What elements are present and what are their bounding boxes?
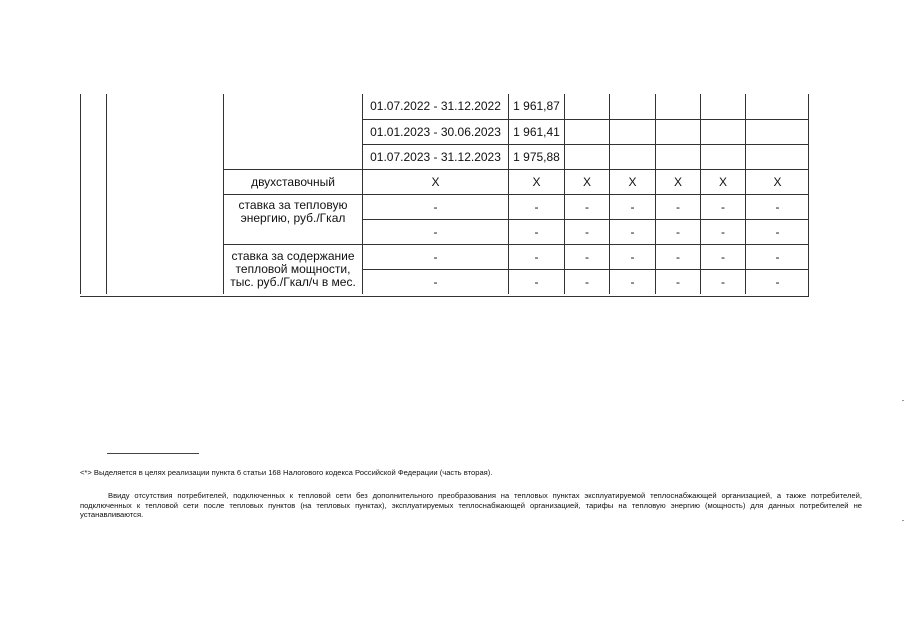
table-cell-consumer-group [106, 94, 223, 294]
period-cell: 01.07.2023 - 31.12.2023 [362, 144, 508, 169]
dash-cell: - [745, 244, 809, 269]
dash-cell: - [745, 219, 809, 244]
period-cell: 01.01.2023 - 30.06.2023 [362, 119, 508, 144]
footnote-vat: <*> Выделяется в целях реализации пункта 6 статьи 168 Налогового кодекса Российской Федерации (часть вторая). [80, 468, 493, 477]
dash-cell: - [564, 244, 609, 269]
x-mark-cell: Х [745, 169, 809, 194]
tariff-value-cell: 1 961,87 [508, 94, 564, 119]
dash-cell: - [655, 244, 700, 269]
two-rate-label: двухставочный [223, 169, 362, 194]
x-mark-cell: Х [655, 169, 700, 194]
dash-cell: - [609, 269, 655, 294]
empty-cell [745, 119, 809, 144]
dash-cell: - [700, 219, 745, 244]
scan-artifact [902, 400, 904, 401]
dash-cell: - [362, 194, 508, 219]
dash-cell: - [700, 194, 745, 219]
table-cell-index [80, 94, 106, 294]
dash-cell: - [609, 219, 655, 244]
x-mark-cell: Х [508, 169, 564, 194]
tariff-value-cell: 1 975,88 [508, 144, 564, 169]
footnote-separator [107, 453, 199, 454]
empty-cell [700, 94, 745, 119]
dash-cell: - [745, 269, 809, 294]
empty-cell [745, 144, 809, 169]
dash-cell: - [655, 219, 700, 244]
empty-cell [609, 94, 655, 119]
dash-cell: - [655, 269, 700, 294]
period-cell: 01.07.2022 - 31.12.2022 [362, 94, 508, 119]
dash-cell: - [700, 269, 745, 294]
dash-cell: - [362, 244, 508, 269]
empty-cell [700, 119, 745, 144]
dash-cell: - [508, 194, 564, 219]
empty-cell [564, 119, 609, 144]
empty-cell [564, 94, 609, 119]
x-mark-cell: Х [700, 169, 745, 194]
x-mark-cell: Х [609, 169, 655, 194]
tariff-value-cell: 1 961,41 [508, 119, 564, 144]
empty-cell [609, 119, 655, 144]
dash-cell: - [609, 194, 655, 219]
dash-cell: - [508, 269, 564, 294]
dash-cell: - [745, 194, 809, 219]
dash-cell: - [564, 269, 609, 294]
capacity-rate-label: ставка за содержание тепловой мощности, тыс. руб./Гкал/ч в мес. [223, 244, 362, 294]
empty-cell [655, 94, 700, 119]
dash-cell: - [508, 219, 564, 244]
empty-cell [745, 94, 809, 119]
dash-cell: - [362, 269, 508, 294]
dash-cell: - [655, 194, 700, 219]
empty-cell [564, 144, 609, 169]
x-mark-cell: X [362, 169, 508, 194]
dash-cell: - [609, 244, 655, 269]
footnote-no-tariff: Ввиду отсутствия потребителей, подключенных к тепловой сети без дополнительного преобразования на тепловых пунктах эксплуатируемой теплоснабжающей организацией, а также потребителей, подключенных к тепловой сети после тепловых пунктов (на тепловых пунктах), эксплуатируемых теплоснабжающей организацией, тарифы на тепловую энергию (мощность) для данных потребителей не устанавливаются. [80, 491, 862, 519]
dash-cell: - [362, 219, 508, 244]
empty-cell [609, 144, 655, 169]
dash-cell: - [564, 194, 609, 219]
heat-energy-rate-label: ставка за тепловую энергию, руб./Гкал [223, 194, 362, 244]
x-mark-cell: Х [564, 169, 609, 194]
dash-cell: - [700, 244, 745, 269]
table-cell-rate-type [223, 94, 362, 169]
dash-cell: - [508, 244, 564, 269]
scan-artifact [902, 520, 904, 521]
empty-cell [655, 119, 700, 144]
empty-cell [655, 144, 700, 169]
dash-cell: - [564, 219, 609, 244]
tariff-table [80, 94, 809, 297]
empty-cell [700, 144, 745, 169]
